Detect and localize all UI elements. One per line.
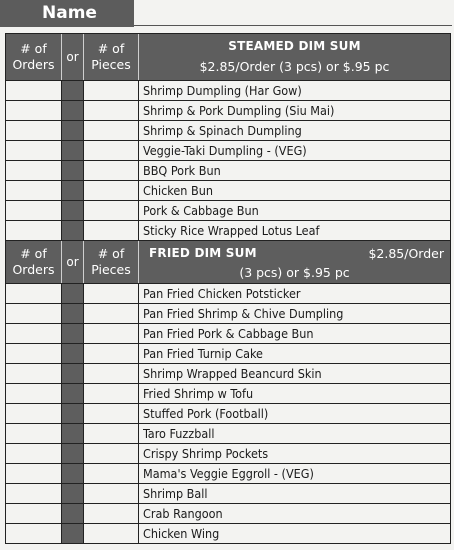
- menu-item-name: Fried Shrimp w Tofu: [143, 386, 254, 401]
- menu-item-row: [6, 343, 450, 363]
- menu-item-row: [6, 443, 450, 463]
- or-divider-cell: [62, 141, 84, 160]
- orders-input-cell[interactable]: [6, 424, 62, 443]
- or-divider-cell: [62, 221, 84, 240]
- menu-item-row: [6, 363, 450, 383]
- orders-input-cell[interactable]: [6, 464, 62, 483]
- menu-item-row: [6, 160, 450, 180]
- pieces-input-cell[interactable]: [84, 464, 139, 483]
- orders-column-header: # of Orders: [6, 34, 62, 80]
- or-column-header: or: [62, 241, 84, 283]
- menu-item-row: [6, 140, 450, 160]
- pieces-column-header: # of Pieces: [84, 34, 139, 80]
- or-divider-cell: [62, 364, 84, 383]
- orders-input-cell[interactable]: [6, 304, 62, 323]
- steamed-price: $2.85/Order (3 pcs) or $.95 pc: [199, 59, 390, 74]
- orders-input-cell[interactable]: [6, 81, 62, 100]
- menu-item-row: [6, 483, 450, 503]
- steamed-title: STEAMED DIM SUM: [228, 39, 361, 53]
- pieces-input-cell[interactable]: [84, 161, 139, 180]
- menu-item-name: Chicken Bun: [143, 183, 213, 198]
- orders-input-cell[interactable]: [6, 524, 62, 543]
- orders-input-cell[interactable]: [6, 404, 62, 423]
- pieces-input-cell[interactable]: [84, 404, 139, 423]
- pieces-input-cell[interactable]: [84, 364, 139, 383]
- pieces-input-cell[interactable]: [84, 141, 139, 160]
- or-divider-cell: [62, 121, 84, 140]
- menu-item-row: [6, 403, 450, 423]
- pieces-input-cell[interactable]: [84, 221, 139, 240]
- orders-input-cell[interactable]: [6, 344, 62, 363]
- pieces-input-cell[interactable]: [84, 81, 139, 100]
- or-divider-cell: [62, 181, 84, 200]
- menu-item-row: [6, 120, 450, 140]
- or-divider-cell: [62, 324, 84, 343]
- or-divider-cell: [62, 161, 84, 180]
- menu-item-name: Pan Fried Turnip Cake: [143, 346, 263, 361]
- or-divider-cell: [62, 404, 84, 423]
- orders-input-cell[interactable]: [6, 504, 62, 523]
- or-divider-cell: [62, 444, 84, 463]
- menu-item-row: [6, 80, 450, 100]
- menu-item-row: [6, 323, 450, 343]
- orders-input-cell[interactable]: [6, 384, 62, 403]
- or-divider-cell: [62, 344, 84, 363]
- orders-input-cell[interactable]: [6, 324, 62, 343]
- or-divider-cell: [62, 201, 84, 220]
- pieces-input-cell[interactable]: [84, 101, 139, 120]
- menu-item-row: [6, 200, 450, 220]
- pieces-input-cell[interactable]: [84, 524, 139, 543]
- orders-input-cell[interactable]: [6, 364, 62, 383]
- orders-column-header: # of Orders: [6, 241, 62, 283]
- pieces-input-cell[interactable]: [84, 324, 139, 343]
- pieces-input-cell[interactable]: [84, 181, 139, 200]
- orders-input-cell[interactable]: [6, 284, 62, 303]
- menu-item-name: Taro Fuzzball: [143, 426, 215, 441]
- menu-item-row: [6, 383, 450, 403]
- menu-item-name: Veggie-Taki Dumpling - (VEG): [143, 143, 307, 158]
- pieces-input-cell[interactable]: [84, 504, 139, 523]
- or-divider-cell: [62, 101, 84, 120]
- or-divider-cell: [62, 464, 84, 483]
- menu-item-name: Shrimp & Spinach Dumpling: [143, 123, 302, 138]
- fried-price-line2: (3 pcs) or $.95 pc: [239, 265, 350, 280]
- pieces-input-cell[interactable]: [84, 424, 139, 443]
- menu-item-row: [6, 180, 450, 200]
- menu-item-name: Crab Rangoon: [143, 506, 223, 521]
- menu-item-name: Pan Fried Pork & Cabbage Bun: [143, 326, 314, 341]
- menu-item-row: [6, 463, 450, 483]
- orders-input-cell[interactable]: [6, 444, 62, 463]
- menu-item-row: [6, 100, 450, 120]
- menu-item-name: Chicken Wing: [143, 526, 220, 541]
- menu-item-row: [6, 503, 450, 523]
- orders-input-cell[interactable]: [6, 484, 62, 503]
- pieces-column-header: # of Pieces: [84, 241, 139, 283]
- fried-rows: [6, 283, 450, 543]
- pieces-input-cell[interactable]: [84, 484, 139, 503]
- or-divider-cell: [62, 384, 84, 403]
- fried-section-header: [139, 241, 450, 283]
- or-divider-cell: [62, 484, 84, 503]
- or-divider-cell: [62, 304, 84, 323]
- menu-item-name: Sticky Rice Wrapped Lotus Leaf: [143, 223, 320, 238]
- orders-input-cell[interactable]: [6, 161, 62, 180]
- menu-table: [5, 33, 451, 544]
- menu-item-name: Shrimp Wrapped Beancurd Skin: [143, 366, 322, 381]
- pieces-input-cell[interactable]: [84, 284, 139, 303]
- pieces-input-cell[interactable]: [84, 384, 139, 403]
- orders-input-cell[interactable]: [6, 221, 62, 240]
- menu-item-name: Shrimp & Pork Dumpling (Siu Mai): [143, 103, 335, 118]
- menu-item-name: Mama's Veggie Eggroll - (VEG): [143, 466, 314, 481]
- fried-title: FRIED DIM SUM: [149, 246, 257, 260]
- name-field[interactable]: [134, 25, 452, 26]
- pieces-input-cell[interactable]: [84, 344, 139, 363]
- menu-item-row: [6, 523, 450, 543]
- menu-item-row: [6, 283, 450, 303]
- fried-price-line1: $2.85/Order: [368, 246, 444, 261]
- menu-item-row: [6, 303, 450, 323]
- pieces-input-cell[interactable]: [84, 444, 139, 463]
- menu-item-name: Pan Fried Chicken Potsticker: [143, 286, 301, 301]
- orders-input-cell[interactable]: [6, 141, 62, 160]
- pieces-input-cell[interactable]: [84, 201, 139, 220]
- menu-item-name: Pan Fried Shrimp & Chive Dumpling: [143, 306, 344, 321]
- or-column-header: or: [62, 34, 84, 80]
- orders-input-cell[interactable]: [6, 181, 62, 200]
- menu-item-name: Crispy Shrimp Pockets: [143, 446, 269, 461]
- steamed-rows: [6, 80, 450, 240]
- menu-item-name: Pork & Cabbage Bun: [143, 203, 259, 218]
- menu-item-row: [6, 423, 450, 443]
- orders-input-cell[interactable]: [6, 101, 62, 120]
- menu-item-name: BBQ Pork Bun: [143, 163, 221, 178]
- or-divider-cell: [62, 524, 84, 543]
- or-divider-cell: [62, 424, 84, 443]
- menu-item-name: Stuffed Pork (Football): [143, 406, 269, 421]
- menu-item-name: Shrimp Dumpling (Har Gow): [143, 83, 302, 98]
- steamed-header-row: [6, 34, 450, 80]
- orders-input-cell[interactable]: [6, 121, 62, 140]
- menu-item-row: [6, 220, 450, 240]
- or-divider-cell: [62, 81, 84, 100]
- pieces-input-cell[interactable]: [84, 304, 139, 323]
- orders-input-cell[interactable]: [6, 201, 62, 220]
- steamed-section-header: [139, 34, 450, 80]
- menu-item-name: Shrimp Ball: [143, 486, 208, 501]
- or-divider-cell: [62, 284, 84, 303]
- fried-header-row: [6, 240, 450, 283]
- pieces-input-cell[interactable]: [84, 121, 139, 140]
- or-divider-cell: [62, 504, 84, 523]
- name-label: Name: [0, 0, 134, 27]
